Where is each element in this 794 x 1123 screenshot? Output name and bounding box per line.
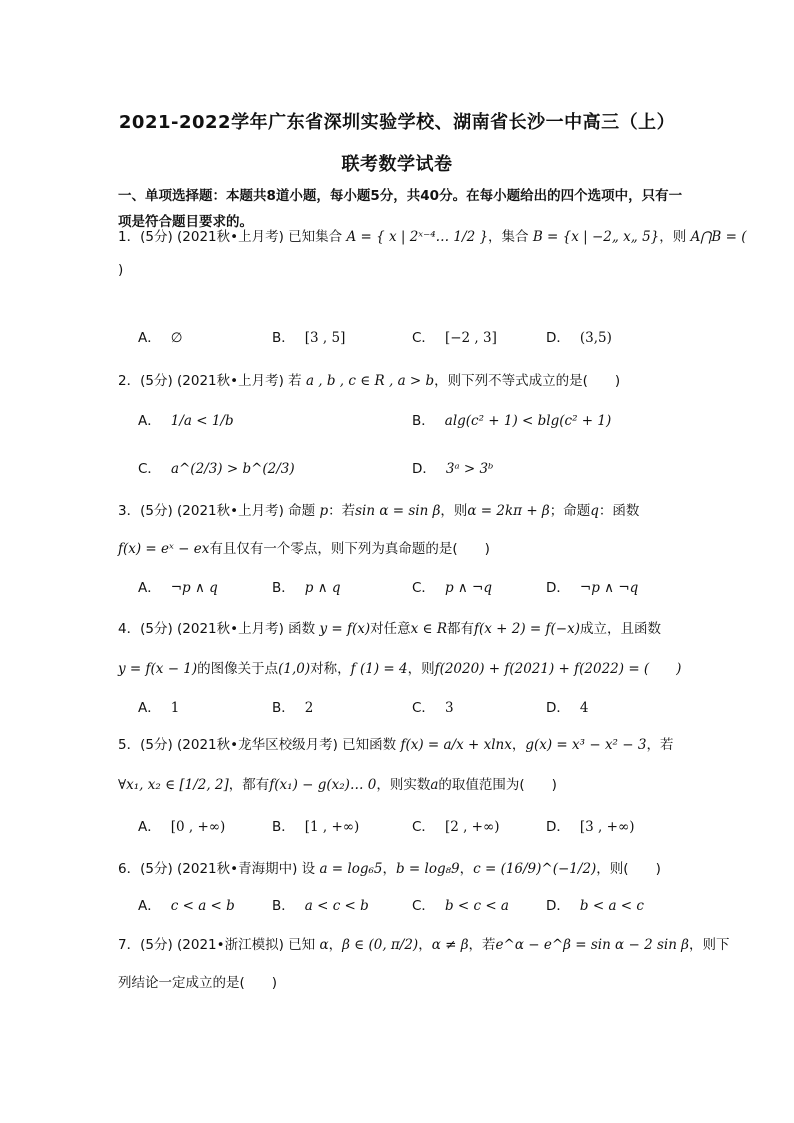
exam-title-line2: 联考数学试卷 — [341, 154, 453, 175]
question-1-option-c[interactable]: C． [−2 , 3] — [412, 330, 497, 346]
question-1-option-a[interactable]: A． ∅ — [138, 330, 183, 346]
question-6-option-a[interactable]: A． c < a < b — [138, 898, 235, 914]
section-heading: 一、单项选择题：本题共8道小题，每小题5分，共40分。在每小题给出的四个选项中，只有一项是符合题目要求的。 — [118, 188, 683, 230]
question-2-option-d[interactable]: D． 3ᵃ > 3ᵇ — [412, 461, 494, 477]
question-3-option-b[interactable]: B． p ∧ q — [272, 580, 341, 596]
question-2-option-b[interactable]: B． alg(c² + 1) < blg(c² + 1) — [412, 413, 612, 429]
question-5-option-a[interactable]: A． [0 , +∞) — [138, 819, 226, 835]
question-4-option-c[interactable]: C． 3 — [412, 700, 454, 716]
question-4-option-a[interactable]: A． 1 — [138, 700, 180, 716]
question-7-stem-cont: 列结论一定成立的是( ) — [118, 975, 278, 991]
question-3-option-a[interactable]: A． ¬p ∧ q — [138, 580, 218, 596]
question-5-option-d[interactable]: D． [3 , +∞) — [546, 819, 635, 835]
question-7-stem: 7．(5分) (2021•浙江模拟) 已知 α，β ∈ (0, π/2)，α ≠ β，若e^α − e^β = sin α − 2 sin β，则下 — [118, 937, 730, 953]
question-2-stem: 2．(5分) (2021秋•上月考) 若 a , b , c ∈ R , a > b，则下列不等式成立的是( ) — [118, 373, 621, 389]
question-5-option-b[interactable]: B． [1 , +∞) — [272, 819, 360, 835]
question-6-stem: 6．(5分) (2021秋•青海期中) 设 a = log₆5，b = log₈9，c = (16/9)^(−1/2)，则( ) — [118, 861, 661, 877]
question-3-option-c[interactable]: C． p ∧ ¬q — [412, 580, 492, 596]
question-3-stem-cont: f(x) = eˣ − ex有且仅有一个零点，则下列为真命题的是( ) — [118, 541, 490, 557]
question-5-option-c[interactable]: C． [2 , +∞) — [412, 819, 500, 835]
question-6-option-c[interactable]: C． b < c < a — [412, 898, 509, 914]
question-5-stem-cont: ∀x₁, x₂ ∈ [1/2, 2]，都有f(x₁) − g(x₂)… 0，则实数a的取值范围为( ) — [118, 777, 557, 793]
exam-title-line1: 2021-2022学年广东省深圳实验学校、湖南省长沙一中高三（上） — [118, 112, 676, 133]
question-6-option-b[interactable]: B． a < c < b — [272, 898, 369, 914]
question-1-option-b[interactable]: B． [3 , 5] — [272, 330, 346, 346]
question-1-option-d[interactable]: D． (3,5) — [546, 330, 612, 346]
question-4-option-b[interactable]: B． 2 — [272, 700, 314, 716]
question-4-stem: 4．(5分) (2021秋•上月考) 函数 y = f(x)对任意x ∈ R都有f(x + 2) = f(−x)成立，且函数 — [118, 621, 661, 637]
question-3-option-d[interactable]: D． ¬p ∧ ¬q — [546, 580, 639, 596]
question-5-stem: 5．(5分) (2021秋•龙华区校级月考) 已知函数 f(x) = a/x + xlnx，g(x) = x³ − x² − 3，若 — [118, 737, 674, 753]
question-6-option-d[interactable]: D． b < a < c — [546, 898, 644, 914]
question-4-stem-cont: y = f(x − 1)的图像关于点(1,0)对称，f (1) = 4，则f(2020) + f(2021) + f(2022) = ( ) — [118, 661, 682, 677]
question-1-stem: 1．(5分) (2021秋•上月考) 已知集合 A = { x | 2ˣ⁻⁴… 1/2 }，集合 B = {x | −2„ x„ 5}，则 A⋂B = ( — [118, 229, 747, 245]
question-2-option-a[interactable]: A． 1/a < 1/b — [138, 413, 234, 429]
question-1-stem-cont: ) — [118, 262, 124, 278]
question-4-option-d[interactable]: D． 4 — [546, 700, 589, 716]
question-3-stem: 3．(5分) (2021秋•上月考) 命题 p：若sin α = sin β，则α = 2kπ + β；命题q：函数 — [118, 503, 640, 519]
question-2-option-c[interactable]: C． a^(2/3) > b^(2/3) — [138, 461, 295, 477]
